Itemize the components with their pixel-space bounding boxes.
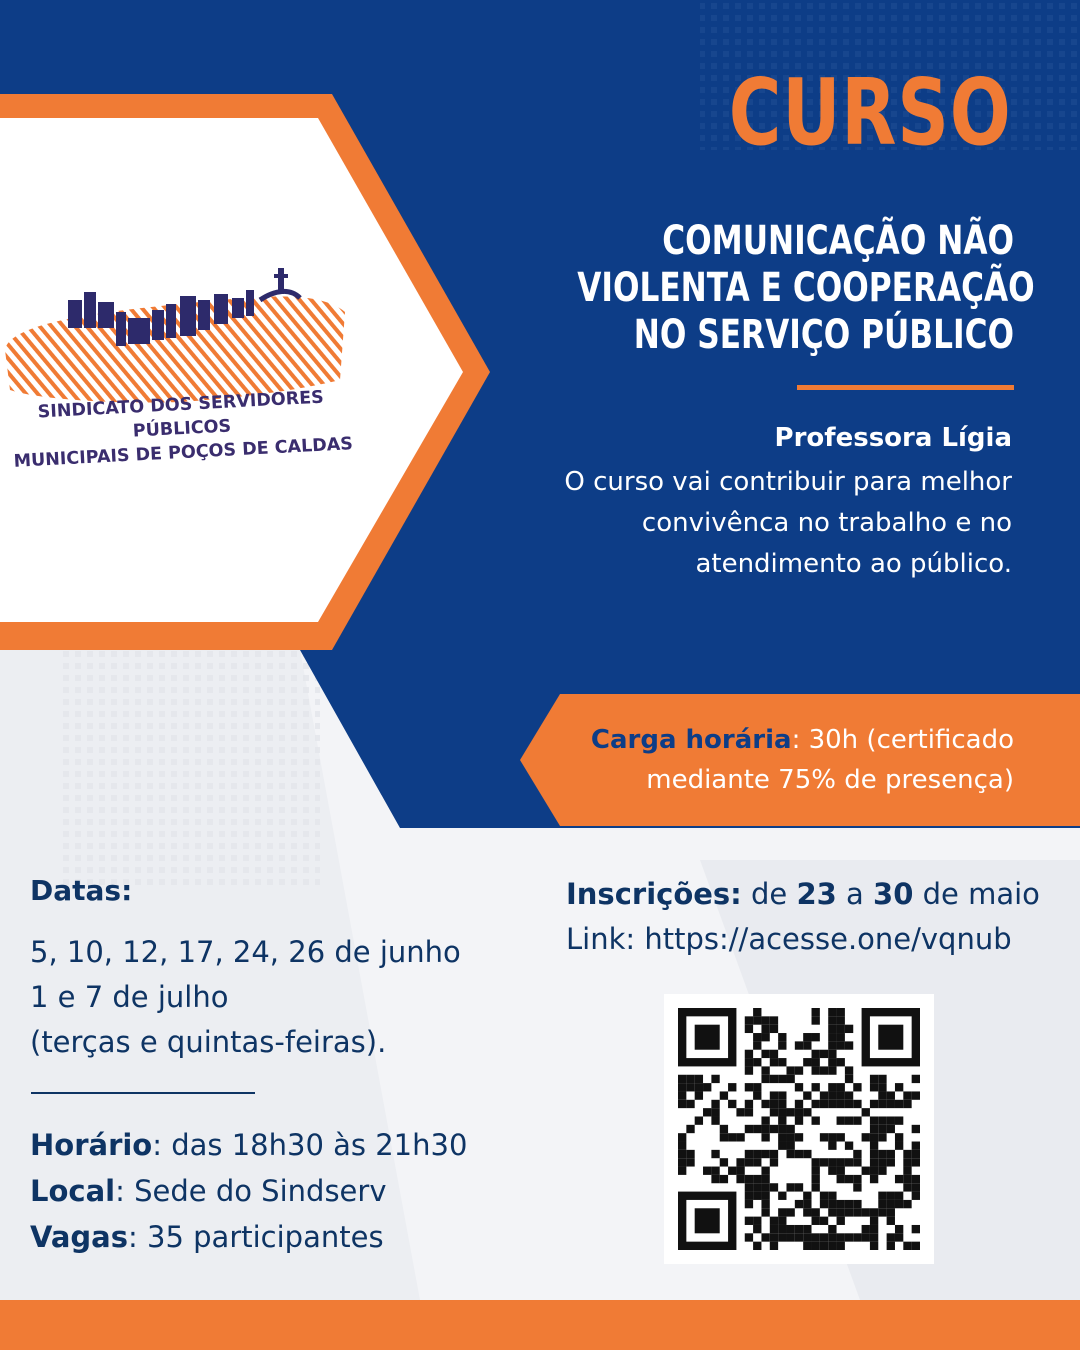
course-title-line1: COMUNICAÇÃO NÃO <box>662 218 1014 264</box>
dates-label: Datas: <box>30 874 133 907</box>
registration-link[interactable]: Link: https://acesse.one/vqnub <box>566 922 1012 956</box>
vacancies-row <box>30 1214 467 1260</box>
workload-value: : 30h (certificado <box>791 725 1014 755</box>
title-underline <box>797 385 1014 390</box>
logo-text-line2: MUNICIPAIS DE POÇOS DE CALDAS <box>13 434 354 472</box>
qr-code-pattern <box>678 1008 920 1250</box>
registration-label: Inscrições: <box>566 877 742 911</box>
professor-name: Professora Lígia <box>774 423 1012 453</box>
event-info <box>30 1122 467 1260</box>
dates-line1: 5, 10, 12, 17, 24, 26 de junho <box>30 935 461 969</box>
registration-period <box>566 872 1040 917</box>
schedule-value: : das 18h30 às 21h30 <box>152 1128 468 1162</box>
course-description <box>452 462 1012 585</box>
vacancies-value: : 35 participantes <box>128 1220 384 1254</box>
workload-note: mediante 75% de presença) <box>646 765 1014 795</box>
registration-info <box>566 872 1040 962</box>
course-title-line3: NO SERVIÇO PÚBLICO <box>633 312 1014 358</box>
divider <box>31 1092 255 1094</box>
registration-start: 23 <box>796 877 837 911</box>
description-line2: convivênca no trabalho e no <box>641 508 1012 538</box>
dates-line3: (terças e quintas-feiras). <box>30 1025 387 1059</box>
workload-label: Carga horária <box>590 725 792 755</box>
dates-line2: 1 e 7 de julho <box>30 980 229 1014</box>
registration-month: de maio <box>913 877 1040 911</box>
vacancies-label: Vagas <box>30 1220 129 1254</box>
schedule-label: Horário <box>30 1128 153 1162</box>
description-line1: O curso vai contribuir para melhor <box>564 467 1012 497</box>
course-title-line2: VIOLENTA E COOPERAÇÃO <box>577 265 1035 311</box>
location-value: : Sede do Sindserv <box>115 1174 387 1208</box>
description-line3: atendimento ao público. <box>695 549 1012 579</box>
location-label: Local <box>30 1174 116 1208</box>
schedule-row <box>30 1122 467 1168</box>
logo-text-line1: SINDICATO DOS SERVIDORES PÚBLICOS <box>37 387 325 442</box>
bottom-bar <box>0 1300 1080 1350</box>
course-heading: CURSO <box>729 59 1012 166</box>
registration-de: de <box>741 877 797 911</box>
location-row <box>30 1168 467 1214</box>
registration-end: 30 <box>873 877 914 911</box>
course-title <box>577 218 1035 359</box>
qr-code[interactable] <box>664 994 934 1264</box>
workload-info <box>544 720 1014 800</box>
registration-a: a <box>836 877 874 911</box>
dates-list <box>30 930 461 1065</box>
